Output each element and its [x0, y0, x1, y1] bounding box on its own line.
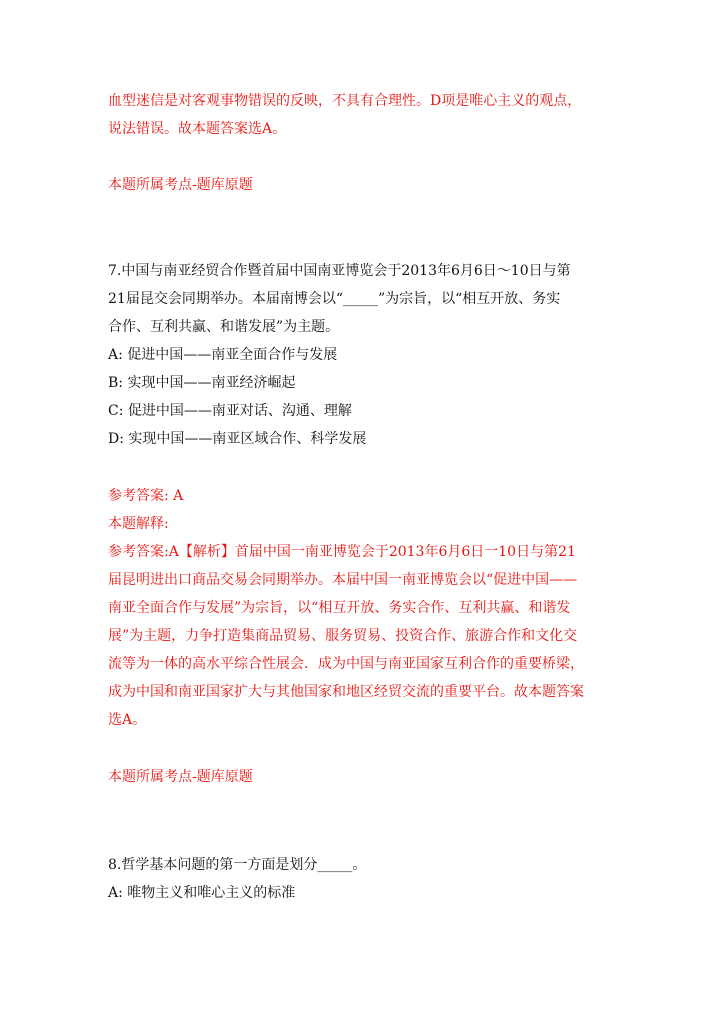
q7-explanation-line-4: 展”为主题，力争打造集商品贸易、服务贸易、投资合作、旅游合作和文化交 [108, 628, 578, 644]
prev-explanation-line-2: 说法错误。故本题答案选A。 [108, 121, 287, 137]
prev-source-label: 本题所属考点-题库原题 [108, 177, 253, 193]
q7-stem-line-1: 7.中国与南亚经贸合作暨首届中国南亚博览会于2013年6月6日～10日与第 [108, 263, 571, 279]
q7-explanation-line-6: 成为中国和南亚国家扩大与其他国家和地区经贸交流的重要平台。故本题答案 [108, 684, 584, 700]
q7-explanation-line-5: 流等为一体的高水平综合性展会．成为中国与南亚国家互利合作的重要桥梁， [108, 656, 584, 672]
prev-explanation-line-1: 血型迷信是对客观事物错误的反映，不具有合理性。D项是唯心主义的观点， [108, 93, 582, 109]
q7-option-a: A: 促进中国——南亚全面合作与发展 [108, 347, 338, 363]
q7-stem-line-2: 21届昆交会同期举办。本届南博会以“_____”为宗旨，以“相互开放、务实 [108, 291, 561, 307]
q8-option-a: A: 唯物主义和唯心主义的标准 [108, 885, 296, 901]
q7-option-b: B: 实现中国——南亚经济崛起 [108, 375, 296, 391]
q7-explanation-line-7: 选A。 [108, 712, 147, 728]
q7-explanation-line-1: 参考答案:A【解析】首届中国一南亚博览会于2013年6月6日一10日与第21 [108, 544, 576, 560]
q7-explanation-line-3: 南亚全面合作与发展”为宗旨，以“相互开放、务实合作、互利共赢、和谐发 [108, 600, 571, 616]
q7-option-d: D: 实现中国——南亚区域合作、科学发展 [108, 431, 367, 447]
q7-option-c: C: 促进中国——南亚对话、沟通、理解 [108, 403, 352, 419]
q7-source-label: 本题所属考点-题库原题 [108, 769, 253, 785]
q7-explanation-line-2: 届昆明进出口商品交易会同期举办。本届中国一南亚博览会以“促进中国—— [108, 572, 578, 588]
q7-explanation-heading: 本题解释: [108, 516, 169, 532]
q8-stem-line-1: 8.哲学基本问题的第一方面是划分_____。 [108, 857, 367, 873]
q7-stem-line-3: 合作、互利共赢、和谐发展”为主题。 [108, 319, 340, 335]
q7-answer: 参考答案: A [108, 488, 184, 504]
